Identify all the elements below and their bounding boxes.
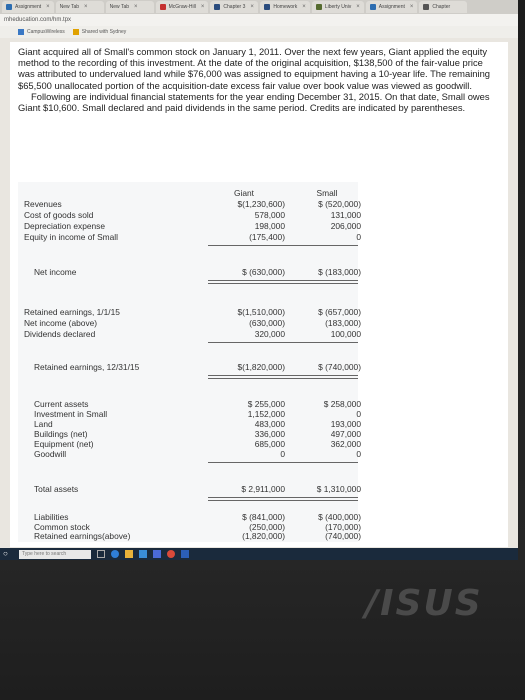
document-icon — [423, 4, 429, 10]
divider — [208, 245, 358, 246]
row-label: Land — [34, 419, 53, 429]
tab-mcgraw-hill[interactable]: McGraw-Hill × — [156, 1, 209, 13]
row-label: Investment in Small — [34, 409, 108, 419]
small-value: 0 — [356, 232, 361, 242]
assignment-icon — [370, 4, 376, 10]
divider — [208, 342, 358, 343]
small-value: 0 — [356, 449, 361, 459]
liberty-icon — [316, 4, 322, 10]
small-value: $ (657,000) — [318, 307, 361, 317]
row-label: Equipment (net) — [34, 439, 94, 449]
giant-value: 198,000 — [254, 221, 285, 231]
column-header-small: Small — [316, 188, 338, 198]
tab-new-2[interactable]: New Tab × — [106, 1, 154, 13]
giant-value: $ 2,911,000 — [241, 484, 285, 494]
giant-value: 320,000 — [254, 329, 285, 339]
tab-homework[interactable]: Homework × — [260, 1, 309, 13]
divider — [208, 462, 358, 463]
close-icon[interactable]: × — [46, 4, 50, 10]
tab-new-1[interactable]: New Tab × — [56, 1, 104, 13]
small-value: 0 — [356, 409, 361, 419]
small-value: $ 1,310,000 — [316, 484, 361, 494]
small-value: $ (400,000) — [318, 512, 361, 522]
row-label: Dividends declared — [24, 329, 96, 339]
small-value: $ (520,000) — [318, 199, 361, 209]
giant-value: $ (841,000) — [242, 512, 285, 522]
giant-value: $ (630,000) — [242, 267, 285, 277]
row-label: Total assets — [34, 484, 79, 494]
column-header-giant: Giant — [233, 188, 255, 198]
assignment-icon — [6, 4, 12, 10]
small-value: (183,000) — [325, 318, 361, 328]
address-bar[interactable] — [0, 14, 518, 26]
problem-paragraph-1: Giant acquired all of Small's common stock on January 1, 2011. Over the next few years, Giant applied the equity method to the recording of this investment. At the date of the original acquisition, $138,500 of the fair-value price was attributed to undervalued land while $76,000 was assigned to equipment having a 10-year life. The remaining $65,500 unallocated portion of the acquisition-date excess fair value over book value was viewed as goodwill. — [18, 46, 490, 91]
browser-tab-bar — [0, 0, 518, 14]
close-icon[interactable]: × — [200, 4, 205, 10]
giant-value: (175,400) — [249, 232, 285, 242]
giant-value: (250,000) — [249, 522, 285, 532]
row-label: Depreciation expense — [24, 221, 106, 231]
document-icon — [264, 4, 270, 10]
close-icon[interactable]: × — [356, 4, 360, 10]
row-label: Buildings (net) — [34, 429, 88, 439]
store-icon[interactable] — [139, 550, 147, 558]
task-view-icon[interactable] — [97, 550, 105, 558]
close-icon[interactable]: × — [84, 4, 88, 10]
row-label: Net income (above) — [24, 318, 98, 328]
financial-statements-table — [18, 182, 361, 542]
row-label: Retained earnings(above) — [34, 531, 131, 541]
small-value: (740,000) — [325, 531, 361, 541]
small-value: 193,000 — [330, 419, 361, 429]
mail-icon[interactable] — [153, 550, 161, 558]
file-explorer-icon[interactable] — [125, 550, 133, 558]
row-label: Retained earnings, 1/1/15 — [24, 307, 120, 317]
giant-value: 0 — [280, 449, 285, 459]
homework-page — [10, 42, 508, 547]
giant-value: $(1,230,600) — [237, 199, 285, 209]
row-label: Retained earnings, 12/31/15 — [34, 362, 140, 372]
giant-value: $(1,510,000) — [237, 307, 285, 317]
taskbar-search-input[interactable]: Type here to search — [19, 550, 91, 559]
problem-statement — [18, 46, 502, 113]
divider — [208, 378, 358, 379]
tab-chapter-3[interactable]: Chapter 3 × — [210, 1, 258, 13]
row-label: Cost of goods sold — [24, 210, 94, 220]
small-value: 497,000 — [330, 429, 361, 439]
small-value: $ 258,000 — [323, 399, 361, 409]
google-drive-icon — [73, 29, 79, 35]
url-text: mheducation.com/hm.tpx — [4, 17, 72, 23]
divider — [208, 497, 358, 498]
small-value: 206,000 — [330, 221, 361, 231]
close-icon[interactable]: × — [134, 4, 138, 10]
small-value: 131,000 — [330, 210, 361, 220]
small-value: (170,000) — [325, 522, 361, 532]
small-value: $ (183,000) — [318, 267, 361, 277]
giant-value: 483,000 — [254, 419, 285, 429]
small-value: 362,000 — [330, 439, 361, 449]
giant-value: $ 255,000 — [247, 399, 285, 409]
giant-value: (630,000) — [249, 318, 285, 328]
giant-value: $(1,820,000) — [237, 362, 285, 372]
giant-value: 336,000 — [254, 429, 285, 439]
small-value: 100,000 — [330, 329, 361, 339]
chrome-icon[interactable] — [167, 550, 175, 558]
divider — [208, 280, 358, 281]
row-label: Revenues — [24, 199, 62, 209]
asus-logo: /ISUS — [365, 583, 483, 624]
bookmark-shared-with-sydney[interactable]: Shared with Sydney — [73, 29, 126, 35]
bookmark-campus-wireless[interactable]: CampusWireless — [18, 29, 65, 35]
tab-assignment-2[interactable]: Assignment × — [366, 1, 418, 13]
bookmark-icon — [18, 29, 24, 35]
close-icon[interactable]: × — [409, 4, 414, 10]
divider — [208, 375, 358, 376]
edge-icon[interactable] — [111, 550, 119, 558]
tab-liberty[interactable]: Liberty Univ × — [312, 1, 364, 13]
start-icon[interactable]: ○ — [3, 549, 8, 558]
document-icon — [214, 4, 220, 10]
row-label: Common stock — [34, 522, 90, 532]
windows-taskbar — [0, 548, 518, 560]
row-label: Net income — [34, 267, 77, 277]
giant-value: 1,152,000 — [247, 409, 285, 419]
tab-assignment[interactable]: Assignment × — [2, 1, 54, 13]
divider — [208, 500, 358, 501]
close-icon[interactable]: × — [302, 4, 306, 10]
divider — [208, 283, 358, 284]
row-label: Equity in income of Small — [24, 232, 119, 242]
giant-value: (1,820,000) — [242, 531, 285, 541]
close-icon[interactable]: × — [250, 4, 254, 10]
tab-chapter[interactable]: Chapter — [419, 1, 467, 13]
row-label: Liabilities — [34, 512, 69, 522]
small-value: $ (740,000) — [318, 362, 361, 372]
word-icon[interactable] — [181, 550, 189, 558]
mcgraw-hill-icon — [160, 4, 166, 10]
row-label: Goodwill — [34, 449, 67, 459]
row-label: Current assets — [34, 399, 89, 409]
giant-value: 685,000 — [254, 439, 285, 449]
bookmarks-bar — [0, 26, 518, 38]
problem-paragraph-2: Following are individual financial statements for the year ending December 31, 2015. On that date, Small owes Giant $10,600. Small declared and paid dividends in the same period. Credits are indicated by parentheses. — [18, 90, 490, 114]
giant-value: 578,000 — [254, 210, 285, 220]
